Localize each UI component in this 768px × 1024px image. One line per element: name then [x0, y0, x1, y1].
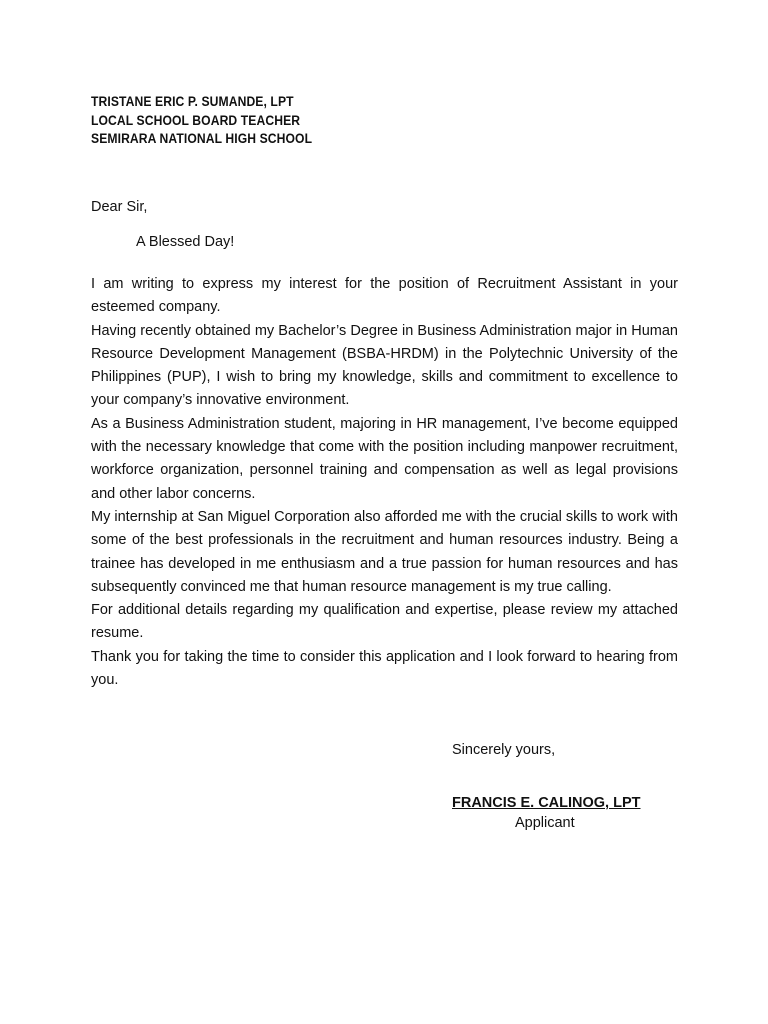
closing: Sincerely yours,: [452, 742, 556, 758]
greeting: A Blessed Day!: [136, 234, 235, 250]
paragraph-intro: I am writing to express my interest for the position of Recruitment Assistant in your esteemed company.: [91, 276, 678, 316]
recipient-block: [91, 93, 312, 149]
paragraph-student: As a Business Administration student, majoring in HR management, I’ve become equipped with the necessary knowledge that come with the position including manpower recruitment, workforce organization, personnel training and compensation as well as legal provisions and other labor concerns.: [91, 415, 678, 502]
recipient-name: TRISTANE ERIC P. SUMANDE, LPT: [91, 94, 294, 109]
paragraph-internship: My internship at San Miguel Corporation also afforded me with the crucial skills to work with some of the best professionals in the recruitment and human resources industry. Being a trainee has developed in me enthusiasm and a true passion for human resources and has subsequently convinced me that human resource management is my true calling.: [91, 508, 678, 595]
letter-body: [91, 273, 678, 692]
paragraph-thanks: Thank you for taking the time to consider this application and I look forward to hearing from you.: [91, 648, 678, 689]
recipient-position: LOCAL SCHOOL BOARD TEACHER: [91, 112, 301, 128]
paragraph-education: Having recently obtained my Bachelor’s Degree in Business Administration major in Human Resource Development Management (BSBA-HRDM) in the Polytechnic University of the Philippines (PUP), I wish to bring my knowledge, skills and commitment to excellence to your company’s innovative environment.: [91, 322, 678, 409]
signatory-name: FRANCIS E. CALINOG, LPT: [452, 795, 641, 811]
paragraph-resume: For additional details regarding my qualification and expertise, please review my attached resume.: [91, 602, 678, 642]
recipient-school: SEMIRARA NATIONAL HIGH SCHOOL: [91, 131, 313, 146]
salutation: Dear Sir,: [91, 199, 148, 215]
signatory-role: Applicant: [515, 815, 575, 831]
